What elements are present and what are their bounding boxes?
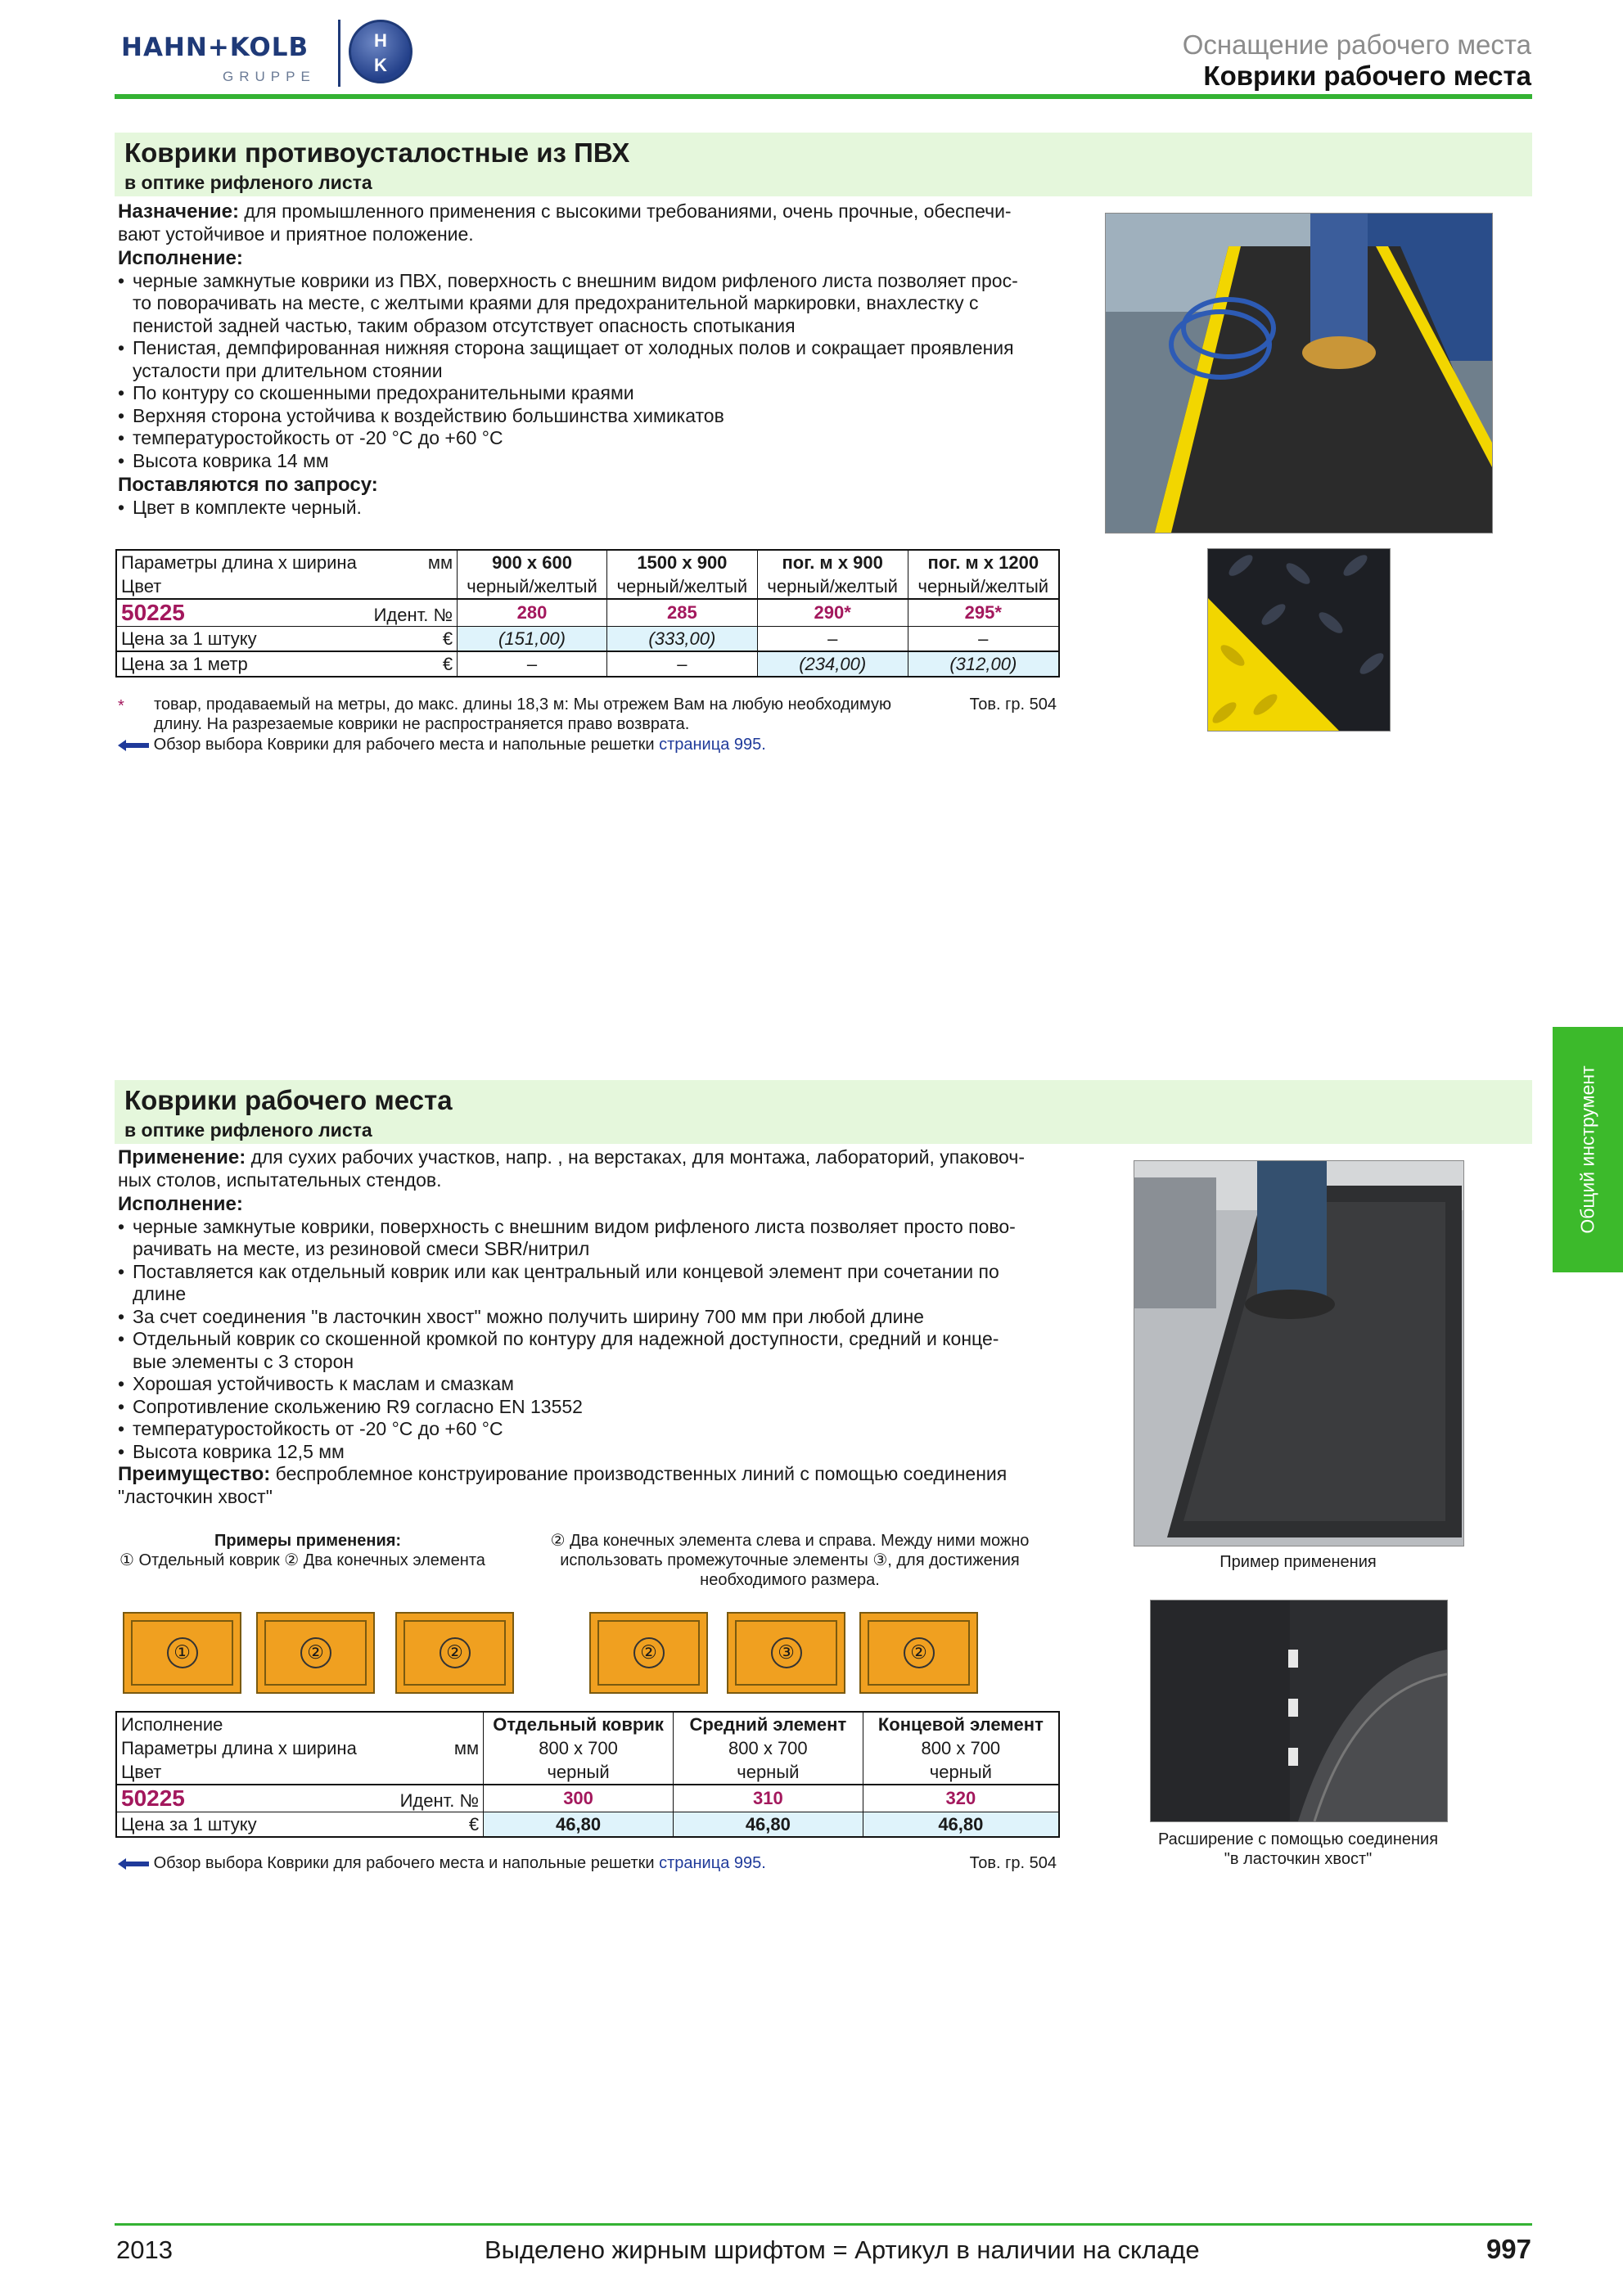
caption-application-example: Пример применения [1220, 1553, 1377, 1571]
bullet-item [118, 1306, 1067, 1329]
s1-color-0: черный/желтый [458, 574, 607, 599]
request-bullet: • Цвет в комплекте черный. [118, 497, 1067, 520]
diagram-end-element-right: ② [395, 1612, 514, 1694]
s1-price-piece-1: (333,00) [606, 627, 757, 652]
diagram-end-element-b: ② [859, 1612, 978, 1694]
bullet-item [118, 382, 1067, 405]
bullet-item [118, 337, 1067, 382]
brand-seal-icon [349, 20, 413, 83]
s1-price-piece-2: – [757, 627, 908, 652]
bullet-line: • Хорошая устойчивость к маслам и смазкам [133, 1373, 514, 1394]
brand-logo: HAHN+KOLB [121, 33, 309, 62]
request-label: Поставляются по запросу: [118, 474, 378, 496]
s2-id-0: 300 [484, 1785, 674, 1812]
section2-product-group: Тов. гр. 504 [969, 1854, 1057, 1872]
bullet-item [118, 270, 1067, 338]
footer-year: 2013 [116, 2235, 173, 2264]
bullet-line: • температуростойкость от -20 °C до +60 °C [133, 427, 503, 448]
section1-bullets [118, 270, 1067, 473]
bullet-line: то поворачивать на месте, с желтыми краями для предохранительной маркировки, внахлестку с [133, 292, 979, 313]
workstation-mat-photo [1105, 213, 1493, 533]
price-label-2: Цена за 1 штуку € [116, 1812, 484, 1838]
bullet-item [118, 1396, 1067, 1419]
price-meter-label: Цена за 1 метр € [116, 651, 458, 677]
bullet-line: • черные замкнутые коврики, поверхность с внешним видом рифленого листа позволяет просто пово- [133, 1215, 1016, 1237]
section1-price-table [115, 549, 1060, 678]
s1-size-3: пог. м x 1200 [908, 550, 1059, 574]
header-category: Оснащение рабочего места [1182, 29, 1531, 60]
section1-product-group: Тов. гр. 504 [969, 696, 1057, 714]
footnote-mark: * [118, 697, 124, 715]
bullet-item [118, 1216, 1067, 1261]
examples-title: Примеры применения: [214, 1532, 402, 1550]
diagram-middle-element: ③ [727, 1612, 845, 1694]
s2-exec-2: Концевой элемент [863, 1712, 1059, 1736]
bullet-line: • За счет соединения "в ласточкин хвост" можно получить ширину 700 мм при любой длине [133, 1305, 924, 1327]
purpose-text-cont: вают устойчивое и приятное положение. [118, 223, 474, 245]
examples-left: ① Отдельный коврик ② Два конечных элемента [119, 1551, 485, 1569]
footnote: товар, продаваемый на метры, до макс. длины 18,3 м: Мы отрежем Вам на любую необходимую длину. На разрезаемые коврики не распространяется право возврата. [154, 696, 891, 733]
s1-size-1: 1500 x 900 [606, 550, 757, 574]
s1-color-1: черный/желтый [606, 574, 757, 599]
s2-color-0: черный [484, 1760, 674, 1785]
s1-price-meter-0: – [458, 651, 607, 677]
s2-id-1: 310 [673, 1785, 863, 1812]
bullet-item [118, 450, 1067, 473]
bullet-line: усталости при длительном стоянии [133, 359, 443, 381]
color-label-2: Цвет [121, 1761, 162, 1782]
bullet-line: вые элементы с 3 сторон [133, 1350, 354, 1372]
application-text-cont: ных столов, испытательных стендов. [118, 1168, 442, 1191]
application-text: для сухих рабочих участков, напр. , на верстаках, для монтажа, лабораторий, упаковоч- [250, 1146, 1025, 1168]
section1-overview-link[interactable]: Обзор выбора Коврики для рабочего места и напольные решетки страница 995. [118, 735, 766, 754]
s2-color-1: черный [673, 1760, 863, 1785]
s2-exec-1: Средний элемент [673, 1712, 863, 1736]
bullet-line: • температуростойкость от -20 °C до +60 °C [133, 1418, 503, 1439]
advantage-text: беспроблемное конструирование производственных линий с помощью соединения [275, 1463, 1008, 1484]
params-label: Параметры длина x ширина мм [121, 551, 453, 573]
s2-color-2: черный [863, 1760, 1059, 1785]
brand-subtitle: GRUPPE [223, 69, 316, 84]
s2-price-2: 46,80 [863, 1812, 1059, 1838]
application-example-photo [1134, 1160, 1464, 1546]
exec-label: Исполнение [121, 1713, 223, 1735]
s1-size-0: 900 x 600 [458, 550, 607, 574]
bullet-line: • Пенистая, демпфированная нижняя сторона защищает от холодных полов и сокращает проявления [133, 337, 1014, 358]
s1-color-2: черный/желтый [757, 574, 908, 599]
bullet-line: • черные замкнутые коврики из ПВХ, поверхность с внешним видом рифленого листа позволяет прос- [133, 269, 1018, 291]
application-label: Применение: [118, 1146, 246, 1168]
side-tab-label: Общий инструмент [1576, 1065, 1598, 1234]
page-number: 997 [1485, 2234, 1531, 2264]
header-title: Коврики рабочего места [1203, 61, 1531, 91]
arrow-left-icon [118, 740, 149, 751]
section2-band [115, 1080, 1532, 1144]
purpose-label: Назначение: [118, 200, 240, 223]
purpose-text: для промышленного применения с высокими требованиями, очень прочные, обеспечи- [244, 200, 1012, 222]
s1-id-2: 290* [757, 599, 908, 627]
diagram-end-element-a: ② [589, 1612, 708, 1694]
bullet-line: • Сопротивление скольжению R9 согласно EN 13552 [133, 1395, 583, 1417]
bullet-item [118, 1261, 1067, 1306]
section1-description [118, 200, 1067, 519]
advantage-text-cont: "ласточкин хвост" [118, 1485, 273, 1507]
caption-dovetail: Расширение с помощью соединения "в ласточкин хвост" [1157, 1830, 1439, 1868]
bullet-line: пенистой задней частью, таким образом отсутствует опасность спотыкания [133, 314, 796, 336]
execution-label-2: Исполнение: [118, 1193, 243, 1215]
arrow-left-icon [118, 1858, 149, 1870]
s2-size-0: 800 x 700 [484, 1736, 674, 1760]
seal-letter-bottom: K [374, 55, 387, 75]
params-label-2: Параметры длина x ширина мм [121, 1737, 480, 1758]
bullet-line: • Высота коврика 12,5 мм [133, 1440, 345, 1462]
section1-subheading: в оптике рифленого листа [124, 172, 372, 193]
section2-price-table [115, 1711, 1060, 1838]
section2-description [118, 1146, 1067, 1508]
bullet-item [118, 1373, 1067, 1396]
bullet-line: • Поставляется как отдельный коврик или как центральный или концевой элемент при сочетании по [133, 1260, 999, 1282]
s1-size-2: пог. м x 900 [757, 550, 908, 574]
color-label: Цвет [121, 575, 162, 597]
bullet-item [118, 1418, 1067, 1441]
footer-rule [115, 2223, 1532, 2226]
bullet-item [118, 427, 1067, 450]
s2-size-1: 800 x 700 [673, 1736, 863, 1760]
s1-price-piece-0: (151,00) [458, 627, 607, 652]
footer-note: Выделено жирным шрифтом = Артикул в наличии на складе [485, 2235, 1200, 2264]
s1-id-0: 280 [458, 599, 607, 627]
article-cell: 50225 Идент. № [116, 599, 458, 627]
s1-price-meter-1: – [606, 651, 757, 677]
section2-subheading: в оптике рифленого листа [124, 1119, 372, 1141]
dovetail-joint-photo [1150, 1600, 1448, 1822]
section1-heading: Коврики противоусталостные из ПВХ [124, 137, 630, 168]
article-cell-2: 50225 Идент. № [116, 1785, 484, 1812]
s1-color-3: черный/желтый [908, 574, 1059, 599]
advantage-label: Преимущество: [118, 1463, 271, 1485]
bullet-line: рачивать на месте, из резиновой смеси SBR/нитрил [133, 1238, 590, 1259]
header-rule [115, 94, 1532, 99]
bullet-line: длине [133, 1283, 187, 1304]
s2-exec-0: Отдельный коврик [484, 1712, 674, 1736]
execution-label: Исполнение: [118, 247, 243, 269]
s1-price-meter-2: (234,00) [757, 651, 908, 677]
bullet-line: • Отдельный коврик со скошенной кромкой по контуру для надежной доступности, средний и конце- [133, 1328, 999, 1349]
s1-id-1: 285 [606, 599, 757, 627]
s2-price-1: 46,80 [673, 1812, 863, 1838]
price-piece-label: Цена за 1 штуку € [116, 627, 458, 652]
s1-id-3: 295* [908, 599, 1059, 627]
diamond-plate-detail-photo [1207, 548, 1391, 732]
s1-price-meter-3: (312,00) [908, 651, 1059, 677]
side-tab[interactable] [1553, 1027, 1623, 1272]
diagram-end-element-left: ② [256, 1612, 375, 1694]
section2-heading: Коврики рабочего места [124, 1085, 453, 1115]
section2-bullets [118, 1216, 1067, 1464]
bullet-line: • Верхняя сторона устойчива к воздействию большинства химикатов [133, 404, 724, 426]
bullet-line: • По контуру со скошенными предохранительными краями [133, 382, 634, 403]
bullet-item [118, 1441, 1067, 1464]
bullet-item [118, 1328, 1067, 1373]
section1-band [115, 133, 1532, 196]
bullet-line: • Высота коврика 14 мм [133, 449, 329, 471]
s2-price-0: 46,80 [484, 1812, 674, 1838]
bullet-item [118, 405, 1067, 428]
examples-right: ② Два конечных элемента слева и справа. Между ними можно использовать промежуточные элементы ③, для достижения необходимого размера. [550, 1532, 1030, 1589]
seal-letter-top: H [374, 30, 387, 51]
s2-size-2: 800 x 700 [863, 1736, 1059, 1760]
s2-id-2: 320 [863, 1785, 1059, 1812]
brand-divider [338, 20, 340, 87]
section2-overview-link[interactable]: Обзор выбора Коврики для рабочего места и напольные решетки страница 995. [118, 1853, 766, 1873]
s1-price-piece-3: – [908, 627, 1059, 652]
diagram-single-mat: ① [123, 1612, 241, 1694]
